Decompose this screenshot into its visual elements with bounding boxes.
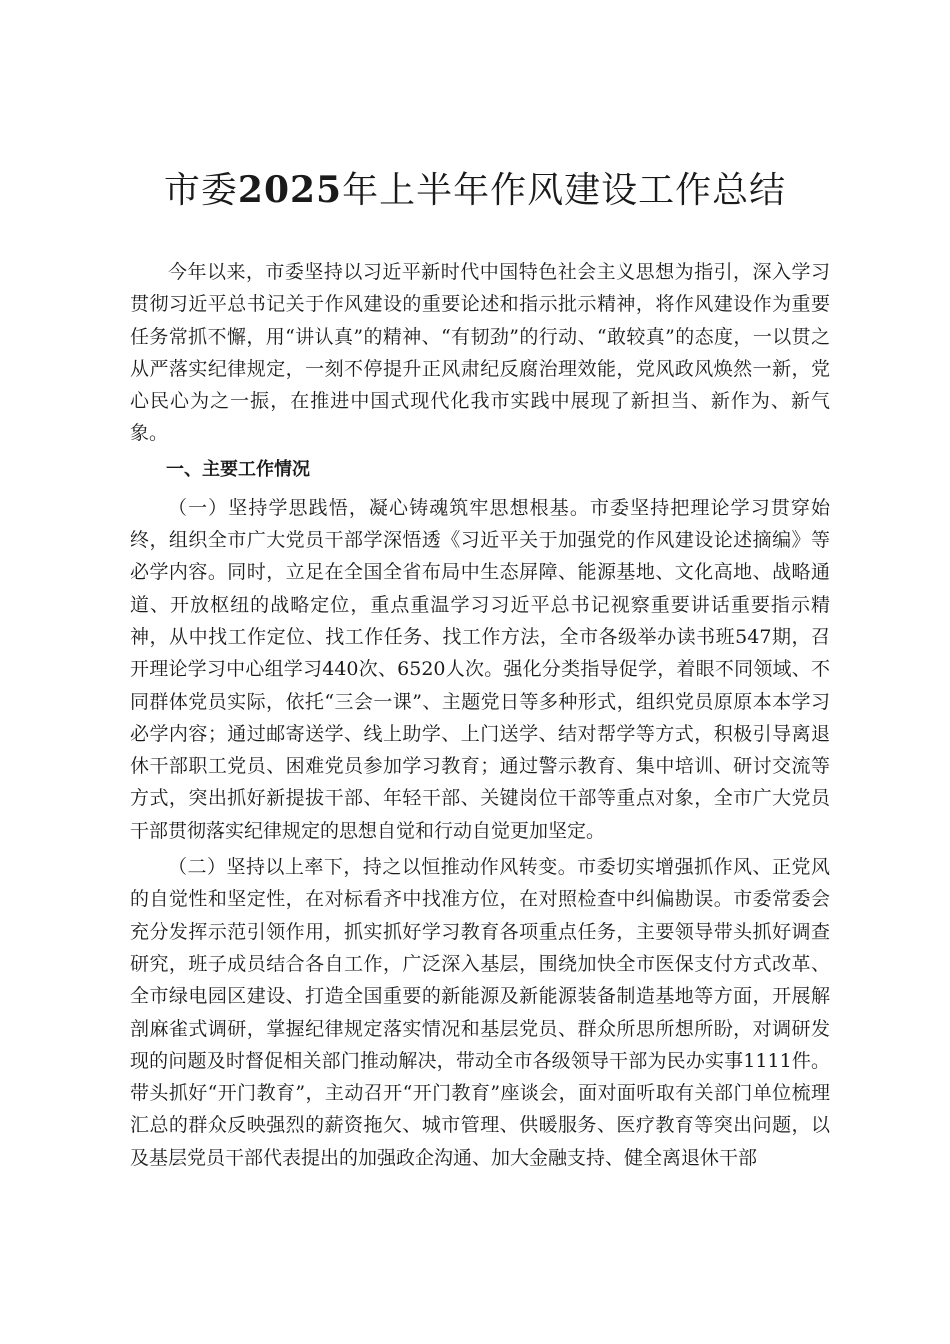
title-prefix: 市委 — [163, 170, 238, 211]
document-title — [0, 166, 950, 215]
body-paragraph-1: （一）坚持学思践悟，凝心铸魂筑牢思想根基。市委坚持把理论学习贯穿始终，组织全市广大党员干部学深悟透《习近平关于加强党的作风建设论述摘编》等必学内容。同时，立足在全国全省布局中生态屏障、能源基地、文化高地、战略通道、开放枢纽的战略定位，重点重温学习习近平总书记视察重要讲话重要指示精神，从中找工作定位、找工作任务、找工作方法，全市各级举办读书班547期，召开理论学习中心组学习440次、6520人次。强化分类指导促学，着眼不同领域、不同群体党员实际，依托“三会一课”、主题党日等多种形式，组织党员原原本本学习必学内容；通过邮寄送学、线上助学、上门送学、结对帮学等方式，积极引导离退休干部职工党员、困难党员参加学习教育；通过警示教育、集中培训、研讨交流等方式，突出抓好新提拔干部、年轻干部、关键岗位干部等重点对象，全市广大党员干部贯彻落实纪律规定的思想自觉和行动自觉更加坚定。 — [130, 496, 830, 842]
intro-paragraph: 今年以来，市委坚持以习近平新时代中国特色社会主义思想为指引，深入学习贯彻习近平总书记关于作风建设的重要论述和指示批示精神，将作风建设作为重要任务常抓不懈，用“讲认真”的精神、“有韧劲”的行动、“敢较真”的态度，一以贯之从严落实纪律规定，一刻不停提升正风肃纪反腐治理效能，党风政风焕然一新，党心民心为之一振，在推进中国式现代化我市实践中展现了新担当、新作为、新气象。 — [130, 261, 830, 445]
title-suffix: 年上半年作风建设工作总结 — [342, 170, 787, 211]
section-heading: 一、主要工作情况 — [166, 458, 310, 480]
document-body — [130, 256, 830, 1178]
body-paragraph-2: （二）坚持以上率下，持之以恒推动作风转变。市委切实增强抓作风、正党风的自觉性和坚定性，在对标看齐中找准方位，在对照检查中纠偏勘误。市委常委会充分发挥示范引领作用，抓实抓好学习教育各项重点任务，主要领导带头抓好调查研究，班子成员结合各自工作，广泛深入基层，围绕加快全市医保支付方式改革、全市绿电园区建设、打造全国重要的新能源及新能源装备制造基地等方面，开展解剖麻雀式调研，掌握纪律规定落实情况和基层党员、群众所思所想所盼，对调研发现的问题及时督促相关部门推动解决，带动全市各级领导干部为民办实事1111件。带头抓好“开门教育”，主动召开“开门教育”座谈会，面对面听取有关部门单位梳理汇总的群众反映强烈的薪资拖欠、城市管理、供暖服务、医疗教育等突出问题，以及基层党员干部代表提出的加强政企沟通、加大金融支持、健全离退休干部 — [130, 856, 830, 1169]
title-year: 2025 — [237, 169, 343, 211]
